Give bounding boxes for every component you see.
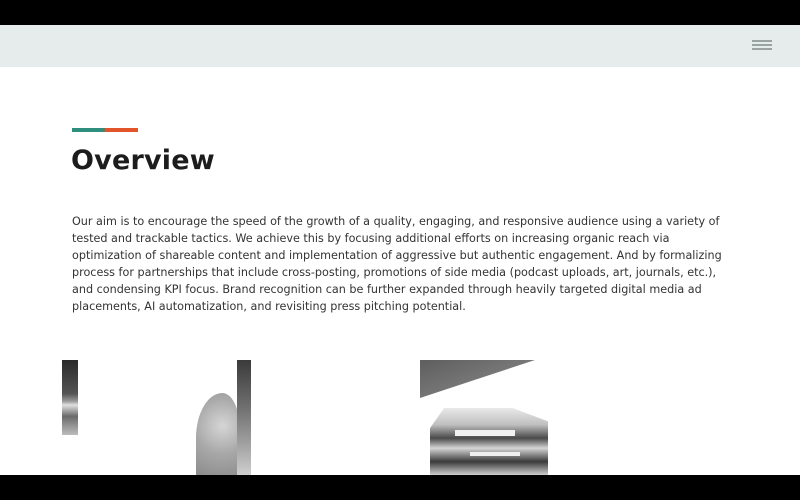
top-navigation-bar — [0, 25, 800, 67]
section-accent-line — [72, 128, 138, 132]
overview-paragraph: Our aim is to encourage the speed of the growth of a quality, engaging, and responsive audience using a variety of tested and trackable tactics. We achieve this by focusing additional efforts on increasing organic reach via optimization of shareable content and implementation of aggressive but authentic engagement. And by formalizing process for partnerships that include cross-posting, promotions of side media (podcast uploads, art, journals, etc.), and condensing KPI focus. Brand recognition can be further expanded through heavily targeted digital media ad placements, AI automatization, and revisiting press pitching potential. — [72, 215, 722, 313]
textured-sculpture-image — [196, 393, 240, 475]
building-roof-shape — [420, 360, 535, 398]
modern-building-image — [420, 360, 548, 475]
hamburger-menu-icon[interactable] — [752, 40, 772, 52]
page-title: Overview — [71, 145, 215, 176]
accent-line-orange — [105, 128, 138, 132]
building-ledge-shape — [470, 452, 520, 456]
building-facade-shape — [430, 408, 548, 475]
column-image-strip — [237, 360, 251, 475]
accent-line-teal — [72, 128, 105, 132]
web-page — [0, 25, 800, 475]
building-balcony-shape — [455, 430, 515, 436]
building-image-strip — [62, 360, 78, 435]
